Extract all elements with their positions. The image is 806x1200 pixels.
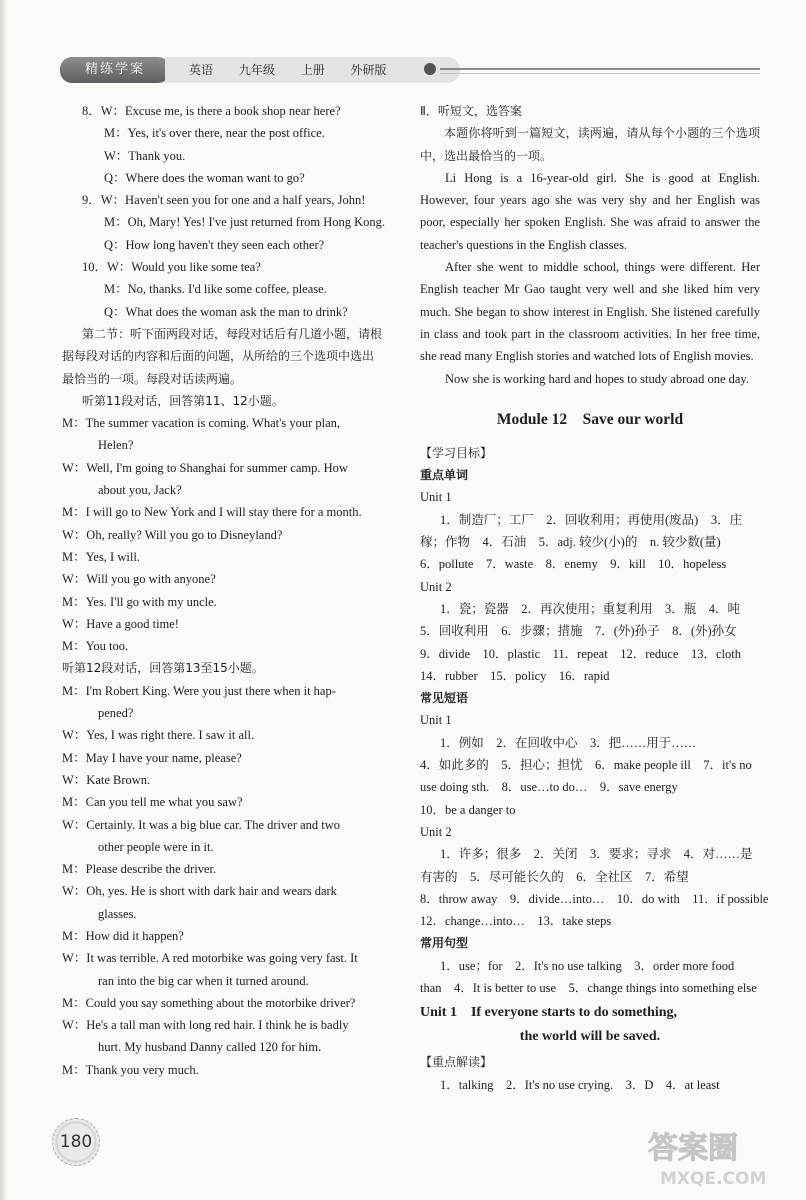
passage-paragraph: Now she is working hard and hopes to study abroad one day. [445, 371, 749, 386]
transcript-line: W：Will you go with anyone? [62, 572, 216, 587]
svg-text:答案圈: 答案圈 [648, 1131, 738, 1166]
phrase-list-line: 8．throw away 9．divide…into… 10．do with 11．if possible [420, 891, 769, 906]
publisher-label: 外研版 [350, 63, 387, 77]
phrases-unit1-label: Unit 1 [420, 713, 452, 728]
header-dot-icon [424, 63, 436, 75]
phrase-list-line: 10．be a danger to [420, 802, 516, 817]
sentences-label: 常用句型 [420, 936, 469, 951]
listening-passage [420, 167, 760, 390]
page-header [60, 55, 760, 87]
passage-paragraph: After she went to middle school, things were different. Her English teacher Mr Gao taught very well and she liked him very much. She began to show interest in English. She listened carefully in class and took part in the classroom activities. In her free time, she read many English stories and watched lots of English movies. [420, 260, 760, 364]
transcript-line: 听第12段对话，回答第13至15小题。 [62, 661, 264, 676]
sentence-list-line: than 4．It is better to use 5．change things into something else [420, 980, 757, 995]
transcript-line: M：How did it happen? [62, 928, 184, 943]
transcript-line: pened? [98, 706, 134, 721]
transcript-line: M：Could you say something about the motorbike driver? [62, 995, 356, 1010]
transcript-line: 8．W：Excuse me, is there a book shop near here? [82, 104, 341, 118]
phrase-list-line: 有害的 5．尽可能长久的 6．全社区 7．希望 [420, 869, 689, 884]
transcript-line: other people were in it. [98, 839, 214, 854]
transcript-line: 听第11段对话，回答第11、12小题。 [82, 393, 284, 408]
header-rule [440, 68, 760, 70]
transcript-line: W：Yes, I was right there. I saw it all. [62, 728, 255, 743]
transcript-line: Q：How long haven't they seen each other? [104, 237, 325, 252]
transcript-line: ran into the big car when it turned around. [98, 973, 309, 988]
transcript-line: M：Yes, it's over there, near the post office. [104, 126, 325, 141]
sentence-patterns [420, 955, 760, 1000]
subject-label: 英语 [189, 63, 214, 77]
unit2-label: Unit 2 [420, 579, 452, 594]
transcript-line: about you, Jack? [98, 483, 182, 498]
section-heading: Ⅱ．听短文，选答案 [420, 104, 522, 118]
sentence-list-line: 1．use；for 2．It's no use talking 3．order more food [440, 958, 735, 973]
right-column [420, 100, 769, 1096]
transcript-line: M：Thank you very much. [62, 1062, 199, 1077]
page-number-badge: 180 [52, 1118, 100, 1166]
transcript-line: M：I'm Robert King. Were you just there when it hap- [62, 683, 336, 698]
transcript-line: 9．W：Haven't seen you for one and a half years, John! [82, 193, 366, 208]
word-list-line: 5．回收利用 6．步骤；措施 7．(外)孙子 8．(外)孙女 [420, 624, 737, 639]
transcript-line: 10．W：Would you like some tea? [82, 260, 261, 275]
series-tab: 精练学案 [60, 57, 170, 83]
transcript-line: M：I will go to New York and I will stay there for a month. [62, 505, 362, 520]
unit-title [420, 1001, 760, 1049]
transcript-line: Helen? [98, 438, 134, 453]
key-words-label: 重点单词 [420, 468, 469, 483]
transcript-line: W：Well, I'm going to Shanghai for summer camp. How [62, 460, 348, 475]
transcript-line: Q：Where does the woman want to go? [104, 170, 305, 185]
transcript-line: glasses. [98, 906, 137, 921]
objectives-label: 【学习目标】 [420, 445, 493, 460]
word-list-line: 6．pollute 7．waste 8．enemy 9．kill 10．hopeless [420, 557, 727, 572]
phrases-unit2 [420, 843, 769, 932]
phrases-unit1 [420, 732, 760, 821]
transcript-line: M：The summer vacation is coming. What's your plan, [62, 416, 341, 431]
phrase-list-line: 1．许多；很多 2．关闭 3．要求；寻求 4．对……是 [440, 847, 753, 862]
transcript-line: W：Kate Brown. [62, 772, 151, 787]
phrase-list-line: use doing sth. 8．use…to do… 9．save energy [420, 780, 678, 795]
analysis-answers: 1．talking 2．It's no use crying. 3．D 4．at least [440, 1077, 720, 1092]
transcript-line: W：Oh, really? Will you go to Disneyland? [62, 527, 283, 542]
phrase-list-line: 12．change…into… 13．take steps [420, 914, 612, 929]
transcript-line: M：Please describe the driver. [62, 862, 217, 877]
transcript-line: M：Yes. I'll go with my uncle. [62, 594, 217, 609]
transcript-line: W：He's a tall man with long red hair. I think he is badly [62, 1018, 349, 1033]
watermark-logo [640, 1122, 790, 1192]
transcript-line: 第二节：听下面两段对话，每段对话后有几道小题，请根 [82, 326, 383, 341]
word-list-line: 1．瓷；瓷器 2．再次使用；重复利用 3．瓶 4．吨 [440, 601, 741, 616]
transcript-line: M：Yes, I will. [62, 549, 140, 564]
transcript-line: W：Certainly. It was a big blue car. The driver and two [62, 817, 341, 832]
left-column-transcript [62, 100, 402, 1081]
phrase-list-line: 4．如此多的 5．担心；担忧 6．make people ill 7．it's no [420, 758, 752, 773]
word-list-line: 稼；作物 4．石油 5．adj. 较少(小)的 n. 较少数(量) [420, 535, 721, 550]
transcript-line: W：Have a good time! [62, 616, 179, 631]
phrases-label: 常见短语 [420, 691, 469, 706]
header-rule-thin [440, 73, 760, 74]
unit-title-line1: Unit 1 If everyone starts to do something, [420, 1005, 678, 1021]
transcript-line: hurt. My husband Danny called 120 for him. [98, 1040, 322, 1055]
transcript-line: 据每段对话的内容和后面的问题，从所给的三个选项中选出 [62, 349, 375, 364]
analysis-label: 【重点解读】 [420, 1055, 493, 1070]
transcript-line: W：Thank you. [104, 148, 186, 163]
volume-label: 上册 [300, 63, 325, 77]
unit1-label: Unit 1 [420, 490, 452, 505]
transcript-line: M：You too. [62, 639, 129, 654]
transcript-line: M：Oh, Mary! Yes! I've just returned from Hong Kong. [104, 215, 386, 230]
subject-bar [165, 57, 460, 83]
transcript-line: M：No, thanks. I'd like some coffee, please. [104, 282, 327, 297]
unit2-words [420, 598, 760, 687]
word-list-line: 14．rubber 15．policy 16．rapid [420, 668, 610, 683]
transcript-line: W：Oh, yes. He is short with dark hair and wears dark [62, 884, 337, 899]
transcript-line: M：Can you tell me what you saw? [62, 795, 243, 810]
transcript-line: M：May I have your name, please? [62, 750, 242, 765]
passage-paragraph: Li Hong is a 16-year-old girl. She is good at English. However, four years ago she was very shy and her English was poor, especially her spoken English. She was afraid to answer the teacher's questions in the English classes. [420, 170, 760, 252]
module-title: Module 12 Save our world [496, 410, 684, 428]
grade-label: 九年级 [238, 63, 275, 77]
page-spine-shadow [0, 0, 6, 1200]
unit-title-line2: the world will be saved. [519, 1029, 661, 1045]
transcript-line: Q：What does the woman ask the man to drink? [104, 304, 348, 319]
word-list-line: 1．制造厂；工厂 2．回收利用；再使用(废品) 3．庄 [440, 512, 743, 527]
word-list-line: 9．divide 10．plastic 11．repeat 12．reduce 13．cloth [420, 646, 741, 661]
transcript-line: W：It was terrible. A red motorbike was going very fast. It [62, 951, 358, 966]
phrases-unit2-label: Unit 2 [420, 824, 452, 839]
transcript-line: 最恰当的一项。每段对话读两遍。 [62, 371, 243, 386]
instruction-paragraph: 本题你将听到一篇短文，读两遍，请从每个小题的三个选项中，选出最恰当的一项。 [420, 126, 760, 163]
unit1-words [420, 509, 760, 576]
phrase-list-line: 1．例如 2．在回收中心 3．把……用于…… [440, 735, 697, 750]
svg-text:MXQE.COM: MXQE.COM [660, 1169, 767, 1189]
